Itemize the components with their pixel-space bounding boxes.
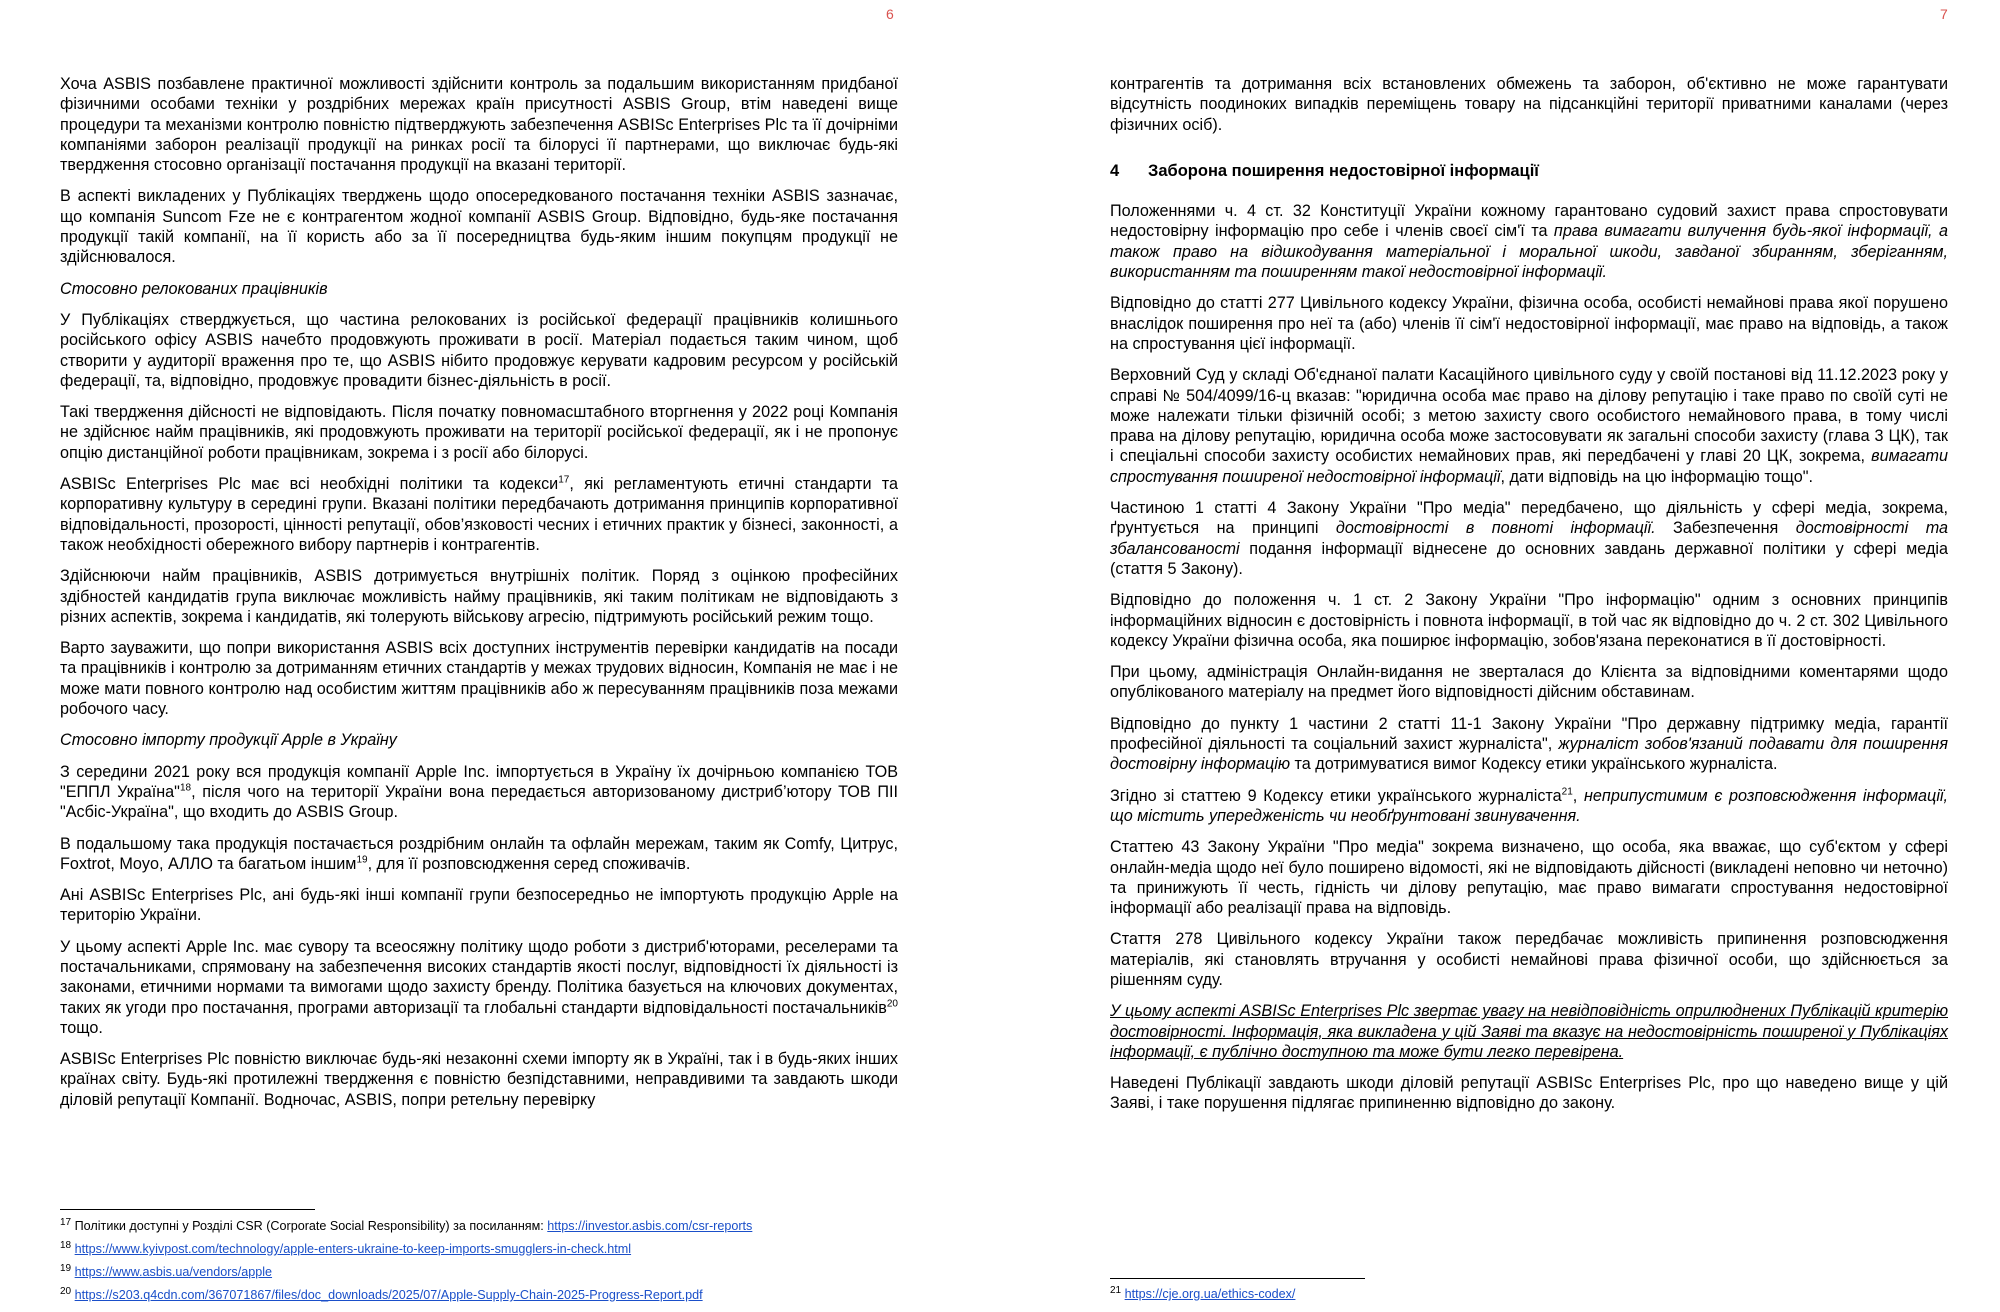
page-7 (1000, 0, 2000, 1312)
paragraph-emphasis: У цьому аспекті ASBISc Enterprises Plc звертає увагу на невідповідність оприлюднених Публікацій критерію достовірності. Інформація, яка викладена у цій Заяві та вказує на недостовірність поширеної у Публікаціях інформації, є публічно доступною та може бути легко перевірена. (1110, 1002, 1948, 1061)
paragraph: У Публікаціях стверджується, що частина релокованих із російської федерації працівників колишнього російського офісу ASBIS начебто продовжують проживати в росії. Матеріал подається таким чином, щоб створити у аудиторії враження про те, що ASBIS нібито продовжує керувати кадровим ресурсом у російській федерації, та, відповідно, продовжує провадити бізнес-діяльність в росії. (60, 310, 898, 390)
page-body (60, 74, 898, 1121)
paragraph-supreme-court: Верховний Суд у складі Об'єднаної палати Касаційного цивільного суду у своїй постанові від 11.12.2023 року у справі № 504/4099/16-ц вказав: "юридична особа має право на ділову репутацію і таке право по своїй суті не може належати тільки фізичній особі; з метою захисту свого особистого немайнового права, в тому числі права на ділову репутацію, юридична особа може застосовувати як загальні способи захисту (глава 3 ЦК), так і спеціальні способи захисту особистих немайнових прав, які передбачені у главі 20 ЦК, зокрема, вимагати спростування поширеної недостовірної інформації, дати відповідь на цю інформацію тощо". (1110, 366, 1948, 486)
paragraph: В аспекті викладених у Публікаціях тверджень щодо опосередкованого постачання техніки ASBIS зазначає, що компанія Suncom Fze не є контрагентом жодної компанії ASBIS Group. Відповідно, будь-яке постачання продукції такій компанії, на її користь або за її посередництва будь-яким іншим покупцям продукції не здійснювалося. (60, 187, 898, 267)
footnote: $^{19}$ https://www.asbis.ua/vendors/apple (60, 1262, 273, 1279)
subheading-relocated-employees: Стосовно релокованих працівників (60, 279, 328, 298)
section-heading (1110, 161, 1948, 181)
footnote-link[interactable]: https://investor.asbis.com/csr-reports (547, 1219, 753, 1233)
paragraph: Ані ASBISc Enterprises Plc, ані будь-які інші компанії групи безпосередньо не імпортують продукцію Apple на територію України. (60, 886, 898, 925)
footnote-ref[interactable]: 19 (356, 854, 368, 866)
footnotes (1110, 1286, 1970, 1309)
paragraph: Такі твердження дійсності не відповідають. Після початку повномасштабного вторгнення у 2022 році Компанія не здійснює найм працівників, які продовжують проживати на території російської федерації, як і не пропонує опцію дистанційної роботи працівникам, зокрема і з росії або білорусі. (60, 403, 898, 462)
footnote-link[interactable]: https://cje.org.ua/ethics-codex/ (1124, 1287, 1296, 1301)
paragraph: Відповідно до положення ч. 1 ст. 2 Закону України "Про інформацію" одним з основних принципів інформаційних відносин є достовірність і повнота інформації, в той час як відповідно до ч. 2 ст. 302 Цивільного кодексу України фізична особа, яка поширює інформацію, зобов'язана переконатися в її достовірності. (1110, 591, 1948, 650)
page-number: 6 (886, 6, 894, 22)
footnote-ref[interactable]: 21 (1561, 786, 1573, 798)
footnote-link[interactable]: https://s203.q4cdn.com/367071867/files/doc_downloads/2025/07/Apple-Supply-Chain-2025-Progress-Report.pdf (74, 1288, 703, 1302)
footnote-ref[interactable]: 17 (558, 474, 570, 486)
paragraph: ASBISc Enterprises Plc повністю виключає будь-які незаконні схеми імпорту як в Україні, так і в будь-яких інших країнах світу. Будь-які протилежні твердження є повністю безпідставними, неправдивими та завдають шкоди діловій репутації Компанії. Водночас, ASBIS, попри ретельну перевірку (60, 1050, 898, 1109)
section-title: Заборона поширення недостовірної інформації (1148, 161, 1539, 180)
paragraph-continuation: контрагентів та дотримання всіх встановлених обмежень та заборон, об'єктивно не може гарантувати відсутність поодиноких випадків переміщень товару на підсанкційні території приватними каналами (через фізичних осіб). (1110, 75, 1948, 134)
paragraph: Варто зауважити, що попри використання ASBIS всіх доступних інструментів перевірки кандидатів на посади та працівників і контролю за дотриманням етичних стандартів у межах трудових відносин, Компанія не має і не може мати повного контролю над особистим життям працівників або ж пересуванням працівників поза межами робочого часу. (60, 639, 898, 719)
paragraph: Наведені Публікації завдають шкоди діловій репутації ASBISc Enterprises Plc, про що наведено вище у цій Заяві, і таке порушення підлягає припиненню відповідно до закону. (1110, 1074, 1948, 1113)
paragraph: Здійснюючи найм працівників, ASBIS дотримується внутрішніх політик. Поряд з оцінкою професійних здібностей кандидатів група виключає можливість найму працівників, які таким політикам не відповідають з різних аспектів, зокрема і кандидатів, які толерують військову агресію, підтримують російський режим тощо. (60, 567, 898, 626)
paragraph-media-law: Частиною 1 статті 4 Закону України "Про медіа" передбачено, що діяльність у сфері медіа, зокрема, ґрунтується на принципі достовірності в повноті інформації. Забезпечення достовірності та збалансованості подання інформації віднесене до основних завдань державної політики у сфері медіа (стаття 5 Закону). (1110, 499, 1949, 578)
paragraph: Відповідно до статті 277 Цивільного кодексу України, фізична особа, особисті немайнові права якої порушено внаслідок поширення про неї та (або) членів її сім'ї недостовірної інформації, має право на відповідь, а також на спростування цієї інформації. (1110, 294, 1948, 353)
paragraph: При цьому, адміністрація Онлайн-видання не зверталася до Клієнта за відповідними коментарями щодо опублікованого матеріалу на предмет його відповідності дійсним обставинам. (1110, 663, 1948, 702)
footnote: $^{18}$ https://www.kyivpost.com/technology/apple-enters-ukraine-to-keep-imports-smugglers-in-check.html (60, 1239, 632, 1256)
footnote-ref[interactable]: 20 (886, 998, 898, 1010)
paragraph: Хоча ASBIS позбавлене практичної можливості здійснити контроль за подальшим використанням придбаної фізичними особами техніки у роздрібних мережах країн присутності ASBIS Group, втім наведені вище процедури та механізми контролю повністю підтверджують забезпечення ASBISc Enterprises Plc та її дочірніми компаніями заборон реалізації продукції на ринках росії та білорусі її партнерами, що виключає будь-які твердження стосовно організації постачання продукції на вказані території. (60, 75, 898, 175)
footnote-link[interactable]: https://www.kyivpost.com/technology/apple-enters-ukraine-to-keep-imports-smugglers-in-check.html (74, 1242, 632, 1256)
paragraph-policies: ASBISc Enterprises Plc має всі необхідні політики та кодекси$^{17}$, які регламентують етичні стандарти та корпоративну культуру в середині групи. Вказані політики передбачають дотримання принципів корпоративної відповідальності, прозорості, цінності репутації, обов’язковості чесних і етичних практик у бізнесі, законності, а також необхідності обережного вибору партнерів і контрагентів. (60, 474, 898, 554)
footnote-divider (1110, 1278, 1365, 1279)
footnote-link[interactable]: https://www.asbis.ua/vendors/apple (74, 1265, 273, 1279)
footnote: $^{20}$ https://s203.q4cdn.com/367071867/files/doc_downloads/2025/07/Apple-Supply-Chain-2025-Progress-Report.pdf (60, 1285, 703, 1302)
footnotes (60, 1218, 920, 1310)
footnote: $^{21}$ https://cje.org.ua/ethics-codex/ (1110, 1284, 1296, 1301)
paragraph-ethics-code: Згідно зі статтею 9 Кодексу етики українського журналіста$^{21}$, неприпустимим є розповсюдження інформації, що містить упередженість чи необґрунтовані звинувачення. (1110, 786, 1949, 825)
page-number: 7 (1940, 6, 1948, 22)
page-body (1110, 74, 1948, 1125)
footnote-ref[interactable]: 18 (179, 782, 192, 794)
footnote: $^{17}$ Політики доступні у Розділі CSR (Corporate Social Responsibility) за посиланням: https://investor.asbis.com/csr-reports (60, 1216, 753, 1233)
paragraph: Статтею 43 Закону України "Про медіа" зокрема визначено, що особа, яка вважає, що суб'єктом у сфері онлайн-медіа щодо неї було поширено відомості, які не відповідають дійсності (викладені неповно чи неточно) та принижують її честь, гідність чи ділову репутацію, має право вимагати спростування недостовірної інформації або реалізації права на відповідь. (1110, 838, 1948, 918)
paragraph-constitution: Положеннями ч. 4 ст. 32 Конституції України кожному гарантовано судовий захист права спростовувати недостовірну інформацію про себе і членів своєї сім'ї та права вимагати вилучення будь-якої інформації, а також право на відшкодування матеріальної і моральної шкоди, завданої збиранням, зберіганням, використанням та поширенням такої недостовірної інформації. (1110, 202, 1948, 282)
paragraph-apple-import: З середини 2021 року вся продукція компанії Apple Inc. імпортується в Україну їх дочірньою компанією ТОВ "ЕППЛ Україна"$^{18}$, після чого на території України вона передається авторизованому дистриб’ютору ТОВ ПІІ "Асбіс-Україна", що входить до ASBIS Group. (60, 762, 898, 822)
footnote-divider (60, 1209, 315, 1210)
paragraph-apple-policy: У цьому аспекті Apple Inc. має сувору та всеосяжну політику щодо роботи з дистриб'юторами, реселерами та постачальниками, спрямовану на забезпечення високих стандартів якості послуг, відповідності їх діяльності із законами, етичними нормами та вимогами щодо захисту бренду. Політика базується на ключових документах, таких як угоди про постачання, програми авторизації та глобальні стандарти відповідальності постачальників$^{20}$ тощо. (60, 937, 898, 1037)
paragraph: Стаття 278 Цивільного кодексу України також передбачає можливість припинення розповсюдження матеріалів, які становлять втручання у особисті немайнові права фізичної особи, що здійснюється за рішенням суду. (1110, 930, 1948, 989)
paragraph-retail: В подальшому така продукція постачається роздрібним онлайн та офлайн мережам, таким як Comfy, Цитрус, Foxtrot, Moyo, АЛЛО та багатьом іншим$^{19}$, для її розповсюдження серед споживачів. (60, 834, 898, 873)
subheading-apple-import: Стосовно імпорту продукції Apple в Україну (60, 731, 397, 750)
section-number: 4 (1110, 161, 1120, 180)
paragraph-journalist-law: Відповідно до пункту 1 частини 2 статті 11-1 Закону України "Про державну підтримку медіа, гарантії професійної діяльності та соціальний захист журналіста", журналіст зобов'язаний подавати для поширення достовірну інформацію та дотримуватися вимог Кодексу етики українського журналіста. (1110, 714, 1948, 774)
